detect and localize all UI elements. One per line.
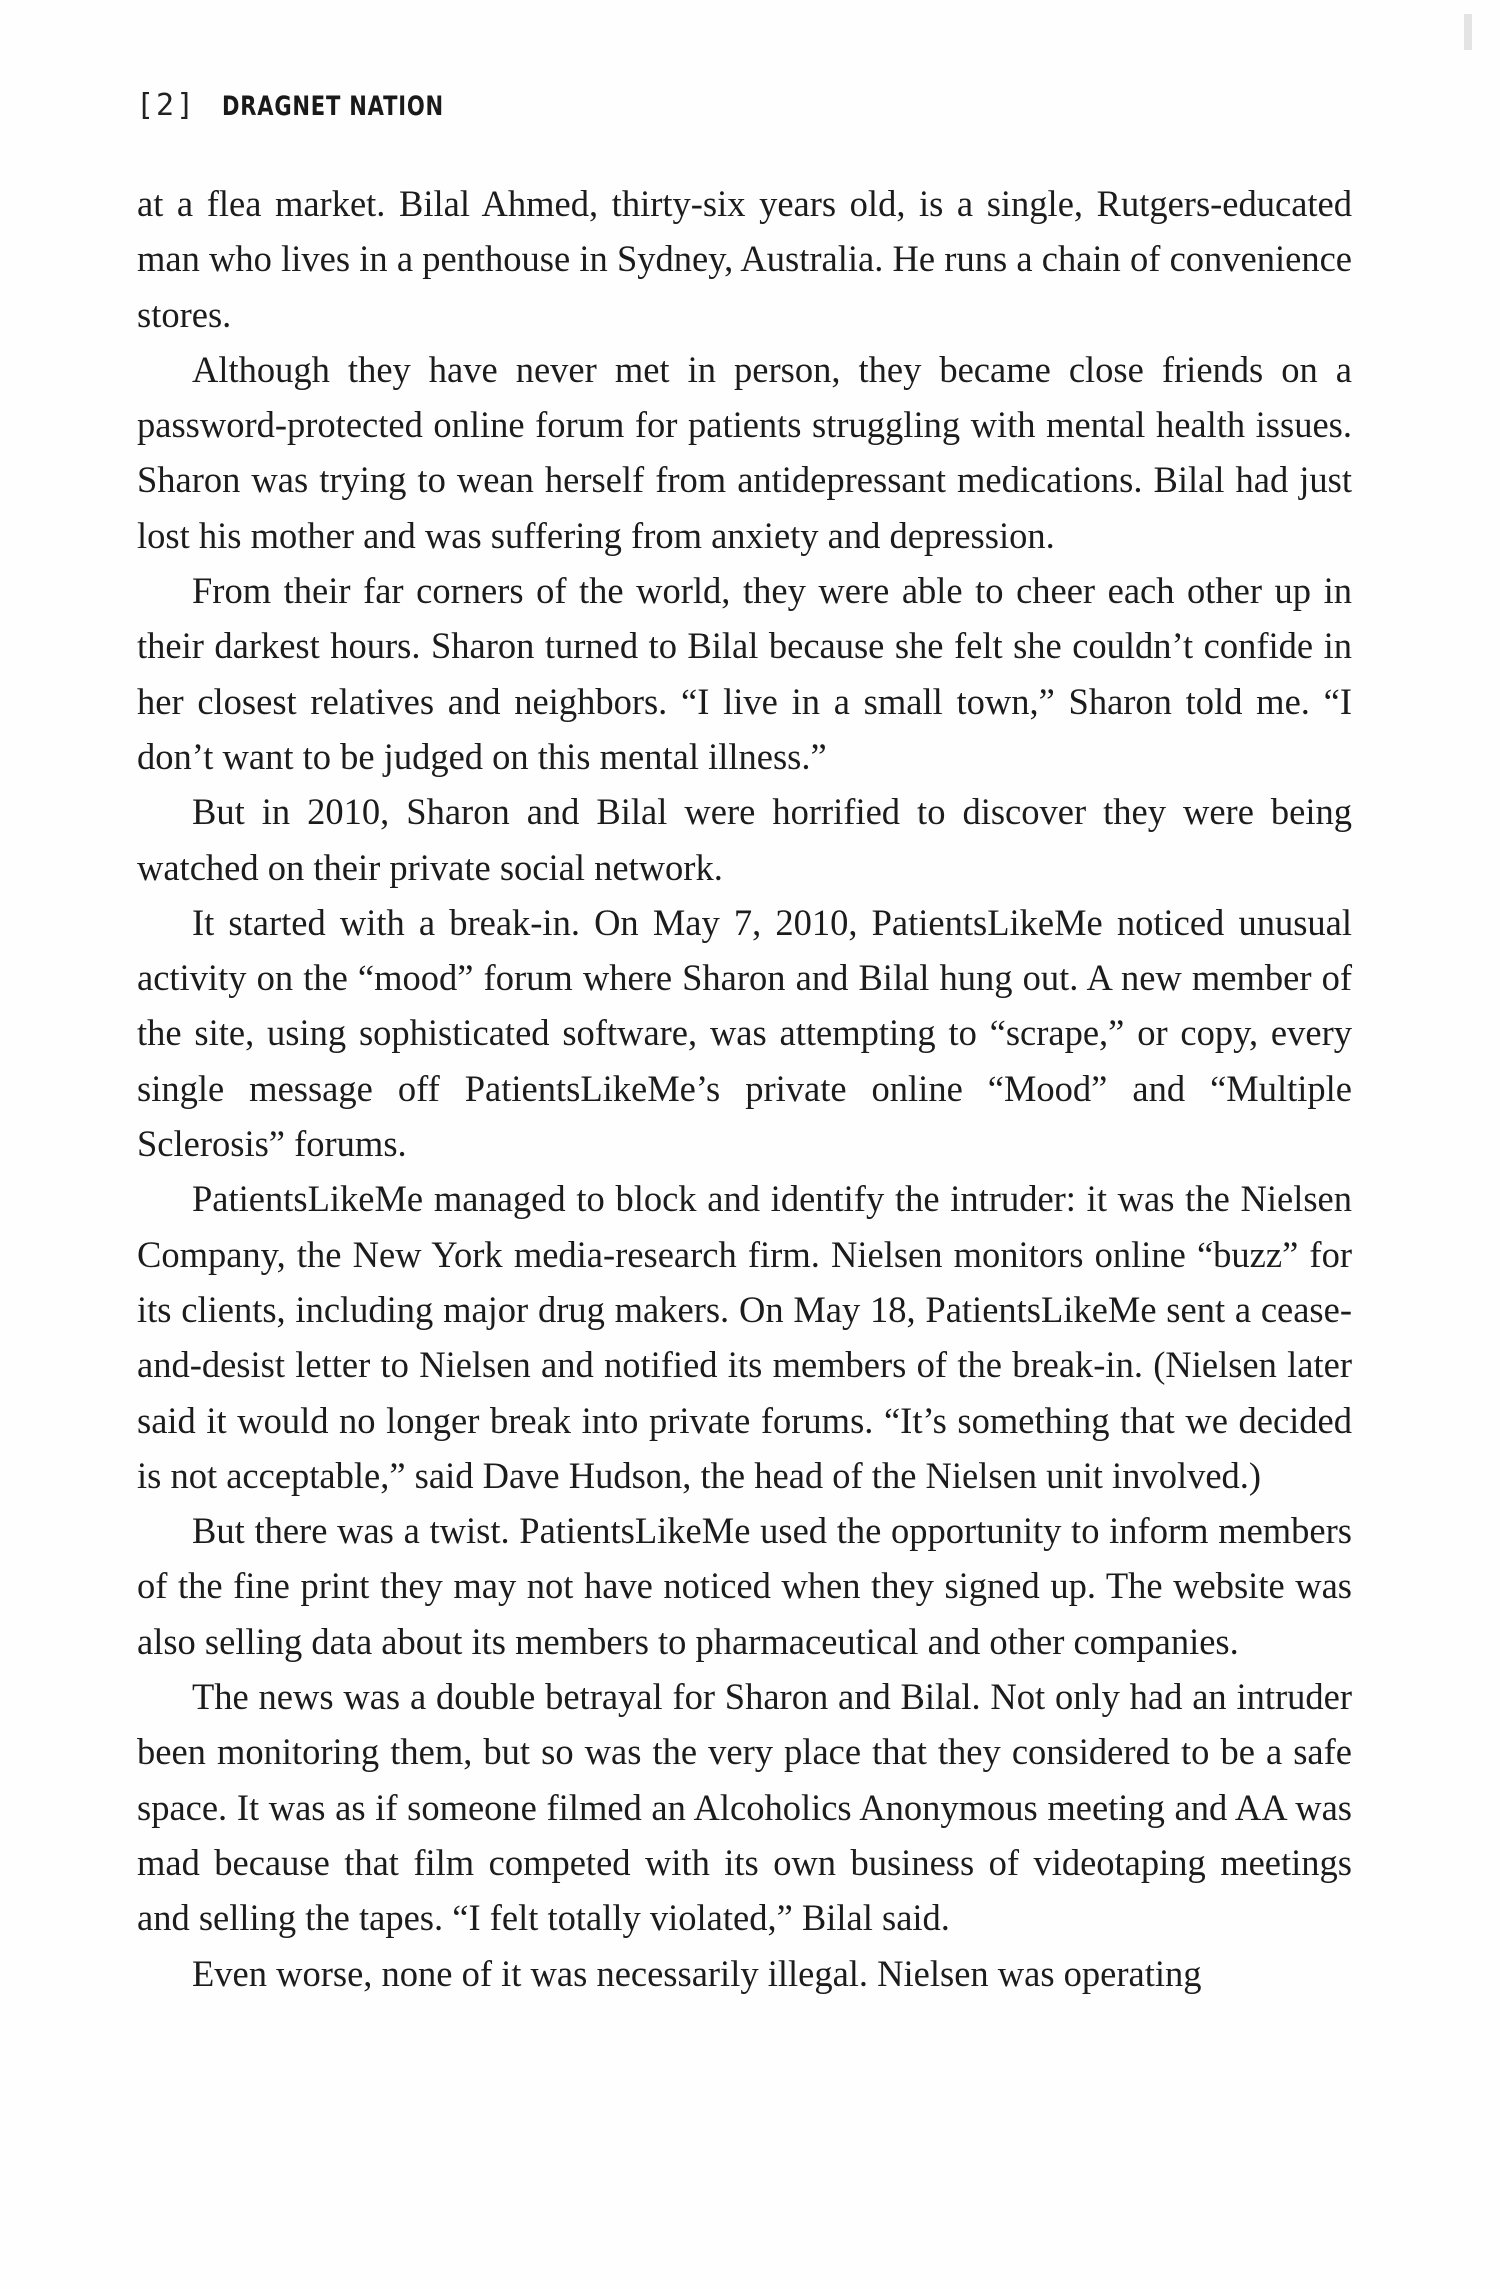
paragraph-5: It started with a break-in. On May 7, 2010, PatientsLikeMe noticed unusual activity on the “mood” forum where Sharon and Bilal hung out. A new member of the site, using sophisticated software, was attempting to “scrape,” or copy, every single message off PatientsLikeMe’s private online “Mood” and “Multiple Sclerosis” forums. [137,901,1352,1165]
paragraph-9: Even worse, none of it was necessarily illegal. Nielsen was operating [192,1952,1202,1994]
paragraph-4: But in 2010, Sharon and Bilal were horrified to discover they were being watched on their private social network. [137,791,1352,888]
book-title: DRAGNET NATION [222,91,445,122]
paragraph-8: The news was a double betrayal for Sharon and Bilal. Not only had an intruder been monitoring them, but so was the very place that they considered to be a safe space. It was as if someone filmed an Alcoholics Anonymous meeting and AA was mad because that film competed with its own business of videotaping meetings and selling the tapes. “I felt totally violated,” Bilal said. [137,1676,1352,1939]
paragraph-2: Although they have never met in person, they became close friends on a password-protected online forum for patients struggling with mental health issues. Sharon was trying to wean herself from antidepressant medications. Bilal had just lost his mother and was suffering from anxiety and depression. [137,348,1352,556]
body-text [137,176,1352,2001]
paragraph-3: From their far corners of the world, they were able to cheer each other up in their darkest hours. Sharon turned to Bilal because she felt she couldn’t confide in her closest relatives and neighbors. “I live in a small town,” Sharon told me. “I don’t want to be judged on this mental illness.” [137,570,1352,777]
paragraph-7: But there was a twist. PatientsLikeMe used the opportunity to inform members of the fine print they may not have noticed when they signed up. The website was also selling data about its members to pharmaceutical and other companies. [137,1510,1352,1662]
paragraph-1: at a flea market. Bilal Ahmed, thirty-six years old, is a single, Rutgers-educated man who lives in a penthouse in Sydney, Australia. He runs a chain of convenience stores. [137,183,1352,335]
paragraph-6: PatientsLikeMe managed to block and identify the intruder: it was the Nielsen Company, the New York media-research firm. Nielsen monitors online “buzz” for its clients, including major drug makers. On May 18, PatientsLikeMe sent a cease-and-desist letter to Nielsen and notified its members of the break-in. (Nielsen later said it would no longer break into private forums. “It’s something that we decided is not acceptable,” said Dave Hudson, the head of the Nielsen unit involved.) [137,1178,1352,1496]
running-head [136,88,507,128]
scan-edge-mark [1464,14,1472,50]
page-number: [2] [136,88,197,123]
